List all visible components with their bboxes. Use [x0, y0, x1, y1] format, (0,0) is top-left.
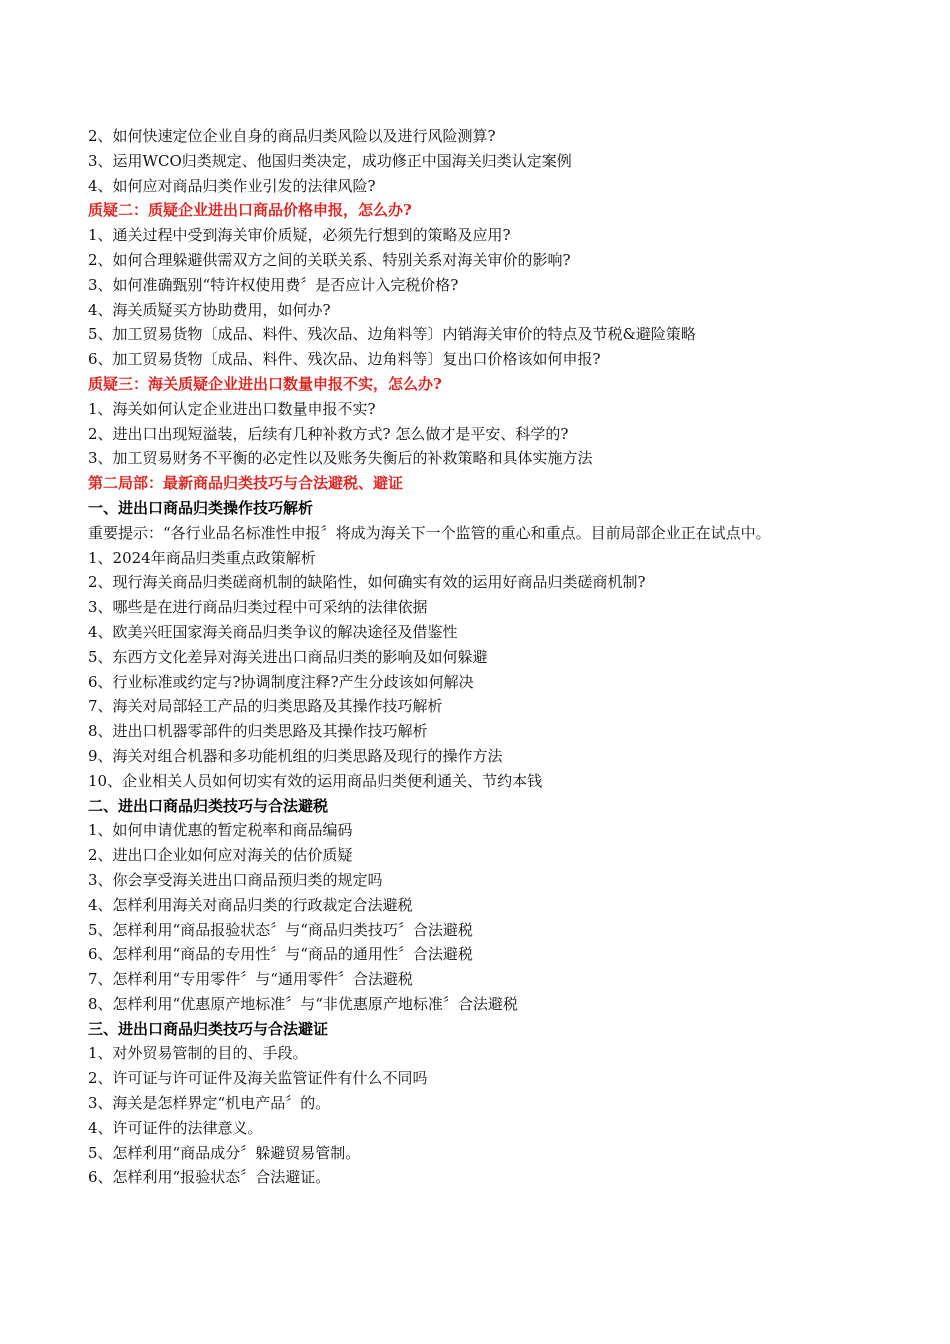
list-item: 1、通关过程中受到海关审价质疑，必须先行想到的策略及应用?	[88, 226, 511, 245]
section-heading-question-3: 质疑三：海关质疑企业进出口数量申报不实，怎么办?	[88, 374, 442, 393]
list-item: 4、海关质疑买方协助费用，如何办?	[88, 300, 331, 319]
list-item: 2、如何合理躲避供需双方之间的关联关系、特别关系对海关审价的影响?	[88, 250, 571, 269]
list-item: 2、进出口出现短溢装，后续有几种补救方式? 怎么做才是平安、科学的?	[88, 424, 569, 443]
list-item: 6、怎样利用“商品的专用性〞与“商品的通用性〞合法避税	[88, 945, 473, 964]
list-item: 3、哪些是在进行商品归类过程中可采纳的法律依据	[88, 598, 428, 617]
list-item: 2、许可证与许可证件及海关监管证件有什么不同吗	[88, 1069, 428, 1088]
list-item: 3、加工贸易财务不平衡的必定性以及账务失衡后的补救策略和具体实施方法	[88, 449, 593, 468]
list-item: 7、怎样利用“专用零件〞与“通用零件〞合法避税	[88, 970, 413, 989]
list-item: 6、加工贸易货物〔成品、料件、残次品、边角料等〕复出口价格该如何申报?	[88, 350, 601, 369]
list-item: 6、怎样利用“报验状态〞合法避证。	[88, 1168, 331, 1187]
list-item: 4、许可证件的法律意义。	[88, 1118, 263, 1137]
list-item: 3、你会享受海关进出口商品预归类的规定吗	[88, 870, 383, 889]
subsection-heading-2: 二、进出口商品归类技巧与合法避税	[88, 796, 329, 815]
list-item: 7、海关对局部轻工产品的归类思路及其操作技巧解析	[88, 697, 443, 716]
subsection-heading-3: 三、进出口商品归类技巧与合法避证	[88, 1019, 329, 1038]
part-heading-2: 第二局部：最新商品归类技巧与合法避税、避证	[88, 474, 404, 493]
important-note: 重要提示：“各行业品名标准性申报〞将成为海关下一个监管的重心和重点。目前局部企业正在试点中。	[88, 523, 771, 542]
list-item: 3、如何准确甄别“特许权使用费〞是否应计入完税价格?	[88, 275, 459, 294]
list-item: 3、海关是怎样界定“机电产品〞的。	[88, 1094, 331, 1113]
section-heading-question-2: 质疑二：质疑企业进出口商品价格申报，怎么办?	[88, 201, 412, 220]
list-item: 2、现行海关商品归类磋商机制的缺陷性，如何确实有效的运用好商品归类磋商机制?	[88, 573, 646, 592]
list-item: 1、对外贸易管制的目的、手段。	[88, 1044, 308, 1063]
list-item: 1、如何申请优惠的暂定税率和商品编码	[88, 821, 353, 840]
list-item: 4、欧美兴旺国家海关商品归类争议的解决途径及借鉴性	[88, 622, 458, 641]
document-body	[88, 124, 848, 1190]
list-item: 5、怎样利用“商品成分〞躲避贸易管制。	[88, 1143, 361, 1162]
list-item: 2、如何快速定位企业自身的商品归类风险以及进行风险测算?	[88, 127, 496, 145]
list-item: 8、进出口机器零部件的归类思路及其操作技巧解析	[88, 722, 428, 741]
list-item: 8、怎样利用“优惠原产地标准〞与“非优惠原产地标准〞合法避税	[88, 994, 518, 1013]
list-item: 4、如何应对商品归类作业引发的法律风险?	[88, 176, 376, 195]
list-item: 5、加工贸易货物〔成品、料件、残次品、边角料等〕内销海关审价的特点及节税&避险策略	[88, 325, 696, 344]
list-item: 6、行业标准或约定与?协调制度注释?产生分歧该如何解决	[88, 672, 474, 691]
list-item: 10、企业相关人员如何切实有效的运用商品归类便利通关、节约本钱	[88, 771, 543, 790]
list-item: 4、怎样利用海关对商品归类的行政裁定合法避税	[88, 895, 413, 914]
list-item: 1、2024年商品归类重点政策解析	[88, 548, 316, 567]
list-item: 3、运用WCO归类规定、他国归类决定，成功修正中国海关归类认定案例	[88, 151, 572, 170]
subsection-heading-1: 一、进出口商品归类操作技巧解析	[88, 498, 314, 517]
list-item: 5、东西方文化差异对海关进出口商品归类的影响及如何躲避	[88, 647, 488, 666]
list-item: 5、怎样利用“商品报验状态〞与“商品归类技巧〞合法避税	[88, 920, 473, 939]
list-item: 9、海关对组合机器和多功能机组的归类思路及现行的操作方法	[88, 746, 503, 765]
list-item: 1、海关如何认定企业进出口数量申报不实?	[88, 399, 376, 418]
list-item: 2、进出口企业如何应对海关的估价质疑	[88, 846, 353, 865]
